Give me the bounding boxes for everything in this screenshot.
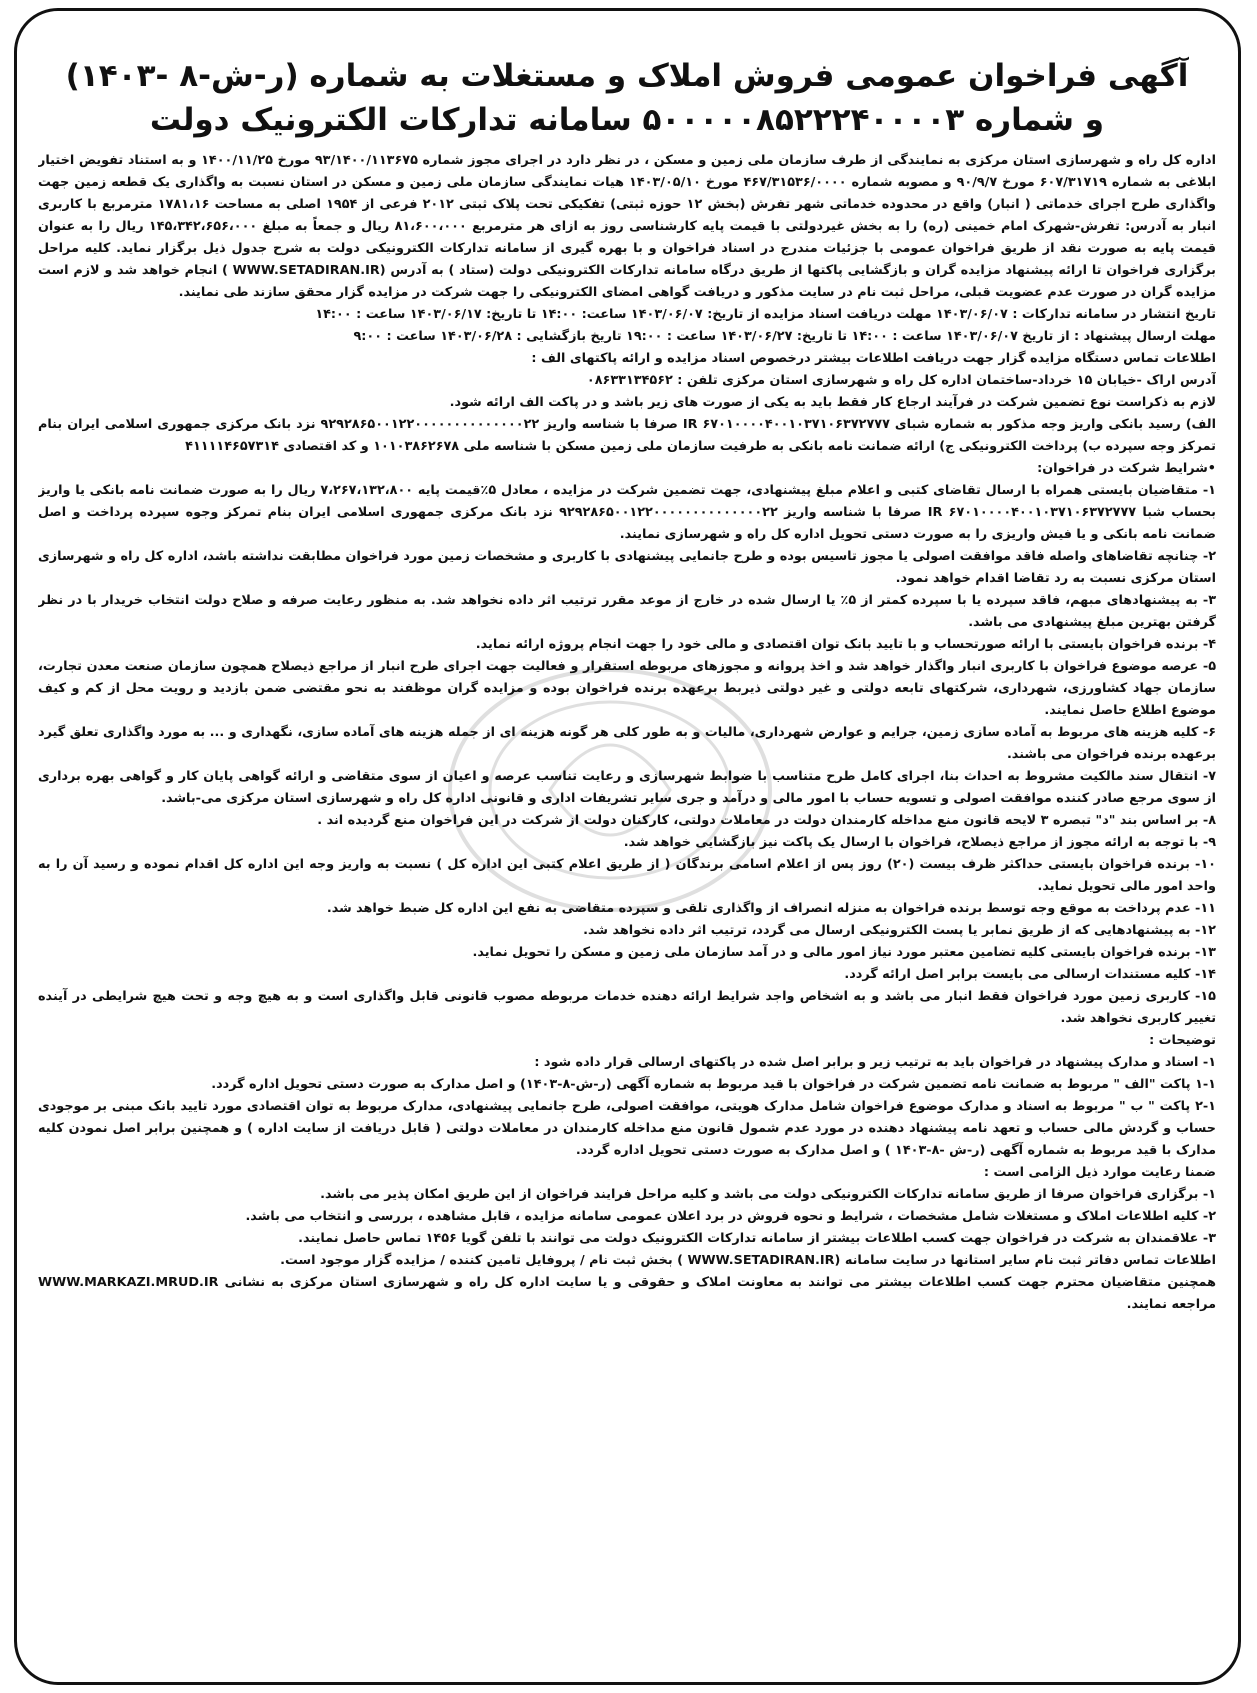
condition-item: ۷- انتقال سند مالکیت مشروط به احداث بنا، اجرای کامل طرح متناسب با ضوابط شهرسازی و رعایت تناسب عرصه و اعیان از سوی متقاضی و ارائه گواهی پایان کار و گواهی بهره برداری از سوی مرجع صادر کننده موافقت اصولی و تسویه حساب با امور مالی و درآمد و جری سایر تشریفات اداری و قانونی اداره کل راه و شهرسازی استان مرکزی می-باشد.	[38, 769, 1216, 806]
publish-dates: تاریخ انتشار در سامانه تدارکات : ۱۴۰۳/۰۶/۰۷ مهلت دریافت اسناد مزایده از تاریخ: ۱۴۰۳/۰۶/۰۷ ساعت: ۱۴:۰۰ تا تاریخ: ۱۴۰۳/۰۶/۱۷ ساعت : ۱۴:۰۰	[315, 307, 1216, 322]
condition-item: ۱۴- کلیه مستندات ارسالی می بایست برابر اصل ارائه گردد.	[844, 967, 1216, 982]
condition-item: ۱- متقاضیان بایستی همراه با ارسال تقاضای کتبی و اعلام مبلغ پیشنهادی، جهت تضمین شرکت در مزایده ، معادل ۵٪قیمت پایه ۷،۲۶۷،۱۳۲،۸۰۰ ریال را به صورت ضمانت نامه بانکی یا واریز بحساب شبا IR ۶۷۰۱۰۰۰۰۴۰۰۱۰۳۷۱۰۶۳۷۲۷۷۷ صرفا با شناسه واریز ۹۲۹۲۸۶۵۰۰۱۲۲۰۰۰۰۰۰۰۰۰۰۰۰۰۰۲۲ نزد بانک مرکزی جمهوری اسلامی ایران بنام تمرکز وجوه سپرده پرداخت و اصل ضمانت نامه بانکی و یا فیش واریزی را به صورت دستی تحویل اداره کل راه و شهرسازی نمایند.	[38, 483, 1216, 542]
requirement-item: ۳- علاقمندان به شرکت در فراخوان جهت کسب اطلاعات بیشتر از سامانه تدارکات الکترونیک دولت می توانند با تلفن گویا ۱۴۵۶ تماس حاصل نمایند.	[298, 1231, 1216, 1246]
note-item: ۲-۱ پاکت " ب " مربوط به اسناد و مدارک موضوع فراخوان شامل مدارک هویتی، موافقت اصولی، طرح جانمایی پیشنهادی، مدارک مربوط به توان اقتصادی مورد تایید بانک مبنی بر موجودی حساب و گردش مالی حساب و تعهد نامه پیشنهاد دهنده در مورد عدم شمول قانون منع مداخله کارمندان در معاملات دولتی ( قابل دریافت از سایت اداره ) و همچنین برابر اصل نمودن کلیه مدارک با قید مربوط به شماره آگهی (ر-ش -۸-۱۴۰۳ ) و اصل مدارک به صورت دستی تحویل اداره گردد.	[38, 1099, 1216, 1158]
condition-item: ۵- عرصه موضوع فراخوان با کاربری انبار واگذار خواهد شد و اخذ پروانه و مجوزهای مربوطه استقرار و فعالیت جهت اجرای طرح انبار از مراجع ذیصلاح همچون سازمان صنعت معدن تجارت، سازمان جهاد کشاورزی، شهرداری، شرکتهای تابعه دولتی و غیر دولتی ذیربط برعهده برنده فراخوان بوده و مزایده گران موظفند به نحو مقتضی ضمن بازدید و رویت محل از کم و کیف موضوع اطلاع حاصل نمایند.	[38, 659, 1216, 718]
contact-title: اطلاعات تماس دستگاه مزایده گزار جهت دریافت اطلاعات بیشتر درخصوص اسناد مزایده و ارائه پاکتهای الف :	[531, 351, 1216, 366]
title-line-1: آگهی فراخوان عمومی فروش املاک و مستغلات به شماره (ر-ش-۸ -۱۴۰۳)	[65, 58, 1189, 94]
guarantee-options: الف) رسید بانکی واریز وجه مذکور به شماره شبای IR ۶۷۰۱۰۰۰۰۴۰۰۱۰۳۷۱۰۶۳۷۲۷۷۷ صرفا با شناسه واریز ۹۲۹۲۸۶۵۰۰۱۲۲۰۰۰۰۰۰۰۰۰۰۰۰۰۰۲۲ نزد بانک مرکزی جمهوری اسلامی ایران بنام تمرکز وجه سپرده ب) پرداخت الکترونیکی ج) ارائه ضمانت نامه بانکی به طرفیت سازمان ملی زمین مسکن با شناسه ملی ۱۰۱۰۳۸۶۲۶۷۸ و کد اقتصادی ۴۱۱۱۱۴۶۵۷۳۱۴	[38, 417, 1216, 454]
announcement-page	[38, 20, 1216, 1680]
footer-website: همچنین متقاضیان محترم جهت کسب اطلاعات بیشتر می توانند به معاونت املاک و حقوقی و یا سایت اداره کل راه و شهرسازی استان مرکزی به نشانی WWW.MARKAZI.MRUD.IR مراجعه نمایند.	[38, 1275, 1216, 1312]
note-item: ۱-۱ پاکت "الف " مربوط به ضمانت نامه تضمین شرکت در فراخوان با قید مربوط به شماره آگهی (ر-ش-۸-۱۴۰۳) و اصل مدارک به صورت دستی تحویل اداره گردد.	[211, 1077, 1216, 1092]
condition-item: ۲- چنانچه تقاضاهای واصله فاقد موافقت اصولی یا مجوز تاسیس بوده و طرح جانمایی پیشنهادی با کاربری و مشخصات زمین مورد فراخوان مطابقت نداشته باشد، اداره کل راه و شهرسازی استان مرکزی نسبت به رد تقاضا اقدام خواهد نمود.	[38, 549, 1216, 586]
announcement-body	[38, 150, 1216, 1316]
guarantee-note: لازم به ذکراست نوع تضمین شرکت در فرآیند ارجاع کار فقط باید به یکی از صورت های زیر باشد و در پاکت الف ارائه شود.	[449, 395, 1216, 410]
condition-item: ۶- کلیه هزینه های مربوط به آماده سازی زمین، جرایم و عوارض شهرداری، مالیات و به طور کلی هر گونه هزینه ای از جمله هزینه های آماده سازی، نگهداری و ... به مورد واگذاری تعلق گیرد برعهده برنده فراخوان می باشند.	[38, 725, 1216, 762]
conditions-title: •شرایط شرکت در فراخوان:	[1037, 461, 1216, 476]
condition-item: ۳- به پیشنهادهای مبهم، فاقد سپرده یا با سپرده کمتر از ۵٪ یا ارسال شده در خارج از موعد مقرر ترتیب اثر داده نخواهد شد. به منظور رعایت صرفه و صلاح دولت انتخاب خریدار با در نظر گرفتن بهترین مبلغ پیشنهادی می باشد.	[38, 593, 1216, 630]
requirement-item: ۲- کلیه اطلاعات املاک و مستغلات شامل مشخصات ، شرایط و نحوه فروش در برد اعلان عمومی سامانه مزایده ، قابل مشاهده ، بررسی و انتخاب می باشد.	[245, 1209, 1216, 1224]
intro-paragraph: اداره کل راه و شهرسازی استان مرکزی به نمایندگی از طرف سازمان ملی زمین و مسکن ، در نظر دارد در اجرای مجوز شماره ۹۳/۱۴۰۰/۱۱۳۶۷۵ مورخ ۱۴۰۰/۱۱/۲۵ و به استناد تفویض اختیار ابلاغی به شماره ۶۰۷/۳۱۷۱۹ مورخ ۹۰/۹/۷ و مصوبه شماره ۴۶۷/۳۱۵۳۶/۰۰۰۰ مورخ ۱۴۰۳/۰۵/۱۰ هیات نمایندگی سازمان ملی زمین و مسکن در استان نسبت به واگذاری یک قطعه زمین جهت واگذاری طرح اجرای خدماتی ( انبار) واقع در محدوده خدماتی شهر تفرش (بخش ۱۲ حوزه ثبتی) تفکیکی تحت پلاک ثبتی ۲۰۱۲ فرعی از ۱۹۵۴ اصلی به مساحت ۱۷۸۱،۱۶ مترمربع با کاربری انبار به آدرس: تفرش-شهرک امام خمینی (ره) را به بخش غیردولتی با قیمت پایه کارشناسی روز به ازای هر مترمربع ۸۱،۶۰۰،۰۰۰ ریال و جمعاً به مبلغ ۱۴۵،۳۴۲،۶۵۶،۰۰۰ ریال را به عنوان قیمت پایه به صورت نقد از طریق فراخوان عمومی با جزئیات مندرج در اسناد فراخوان و با بهره گیری از سامانه تدارکات الکترونیکی دولت به شرح جدول ذیل برگزار نماید. کلیه مراحل برگزاری فراخوان تا ارائه پیشنهاد مزایده گران و بازگشایی پاکتها از طریق درگاه سامانه تدارکات الکترونیکی دولت (ستاد ) به آدرس (WWW.SETADIRAN.IR ) انجام خواهد شد و لازم است مزایده گران در صورت عدم عضویت قبلی، مراحل ثبت نام در سایت مذکور و دریافت گواهی امضای الکترونیکی را جهت شرکت در مزایده گزار محقق سازند طی نمایند.	[38, 153, 1216, 300]
condition-item: ۱۳- برنده فراخوان بایستی کلیه تضامین معتبر مورد نیاز امور مالی و در آمد سازمان ملی زمین و مسکن را تحویل نماید.	[472, 945, 1216, 960]
notes-title: توضیحات :	[1149, 1033, 1216, 1048]
note-item: ۱- اسناد و مدارک پیشنهاد در فراخوان باید به ترتیب زیر و برابر اصل شده در پاکتهای ارسالی قرار داده شود :	[534, 1055, 1216, 1070]
condition-item: ۸- بر اساس بند "د" تبصره ۳ لایحه قانون منع مداخله کارمندان دولت در معاملات دولتی، کارکنان دولت از شرکت در این فراخوان منع گردیده اند .	[317, 813, 1216, 828]
requirement-item: ۱- برگزاری فراخوان صرفا از طریق سامانه تدارکات الکترونیکی دولت می باشد و کلیه مراحل فرایند فراخوان از این طریق امکان پذیر می باشد.	[320, 1187, 1216, 1202]
condition-item: ۱۱- عدم پرداخت به موقع وجه توسط برنده فراخوان به منزله انصراف از واگذاری تلقی و سپرده متقاضی به نفع این اداره کل ضبط خواهد شد.	[326, 901, 1216, 916]
condition-item: ۱۰- برنده فراخوان بایستی حداکثر ظرف بیست (۲۰) روز پس از اعلام اسامی برندگان ( از طریق اعلام کتبی این اداره کل ) نسبت به واریز وجه این اداره کل اقدام نموده و رسید آن را به واحد امور مالی تحویل نماید.	[38, 857, 1216, 894]
announcement-title	[38, 54, 1216, 142]
condition-item: ۱۲- به پیشنهادهایی که از طریق نمابر یا پست الکترونیکی ارسال می گردد، ترتیب اثر داده نخواهد شد.	[583, 923, 1216, 938]
submit-dates: مهلت ارسال پیشنهاد : از تاریخ ۱۴۰۳/۰۶/۰۷ ساعت : ۱۴:۰۰ تا تاریخ: ۱۴۰۳/۰۶/۲۷ ساعت : ۱۹:۰۰ تاریخ بازگشایی : ۱۴۰۳/۰۶/۲۸ ساعت : ۹:۰۰	[353, 329, 1216, 344]
contact-address: آدرس اراک -خیابان ۱۵ خرداد-ساختمان اداره کل راه و شهرسازی استان مرکزی تلفن : ۰۸۶۳۳۱۳۴۵۶۲	[586, 373, 1216, 388]
title-line-2: و شماره ۵۰۰۰۰۰۸۵۲۲۲۴۰۰۰۰۳ سامانه تدارکات الکترونیک دولت	[149, 102, 1105, 138]
requirements-title: ضمنا رعایت موارد ذیل الزامی است :	[983, 1165, 1216, 1180]
condition-item: ۱۵- کاربری زمین مورد فراخوان فقط انبار می باشد و به اشخاص واجد شرایط ارائه دهنده خدمات مربوطه مصوب قانونی قابل واگذاری است و به هیچ وجه و تحت هیچ شرایطی در آینده تغییر کاربری نخواهد شد.	[38, 989, 1216, 1026]
footer-contact: اطلاعات تماس دفاتر ثبت نام سایر استانها در سایت سامانه (WWW.SETADIRAN.IR ) بخش ثبت نام / پروفایل تامین کننده / مزایده گزار موجود است.	[280, 1253, 1216, 1268]
condition-item: ۹- با توجه به ارائه مجوز از مراجع ذیصلاح، فراخوان با ارسال یک پاکت نیز بازگشایی خواهد شد.	[623, 835, 1216, 850]
condition-item: ۴- برنده فراخوان بایستی با ارائه صورتحساب و با تایید بانک توان اقتصادی و مالی خود را جهت انجام پروژه ارائه نماید.	[475, 637, 1216, 652]
